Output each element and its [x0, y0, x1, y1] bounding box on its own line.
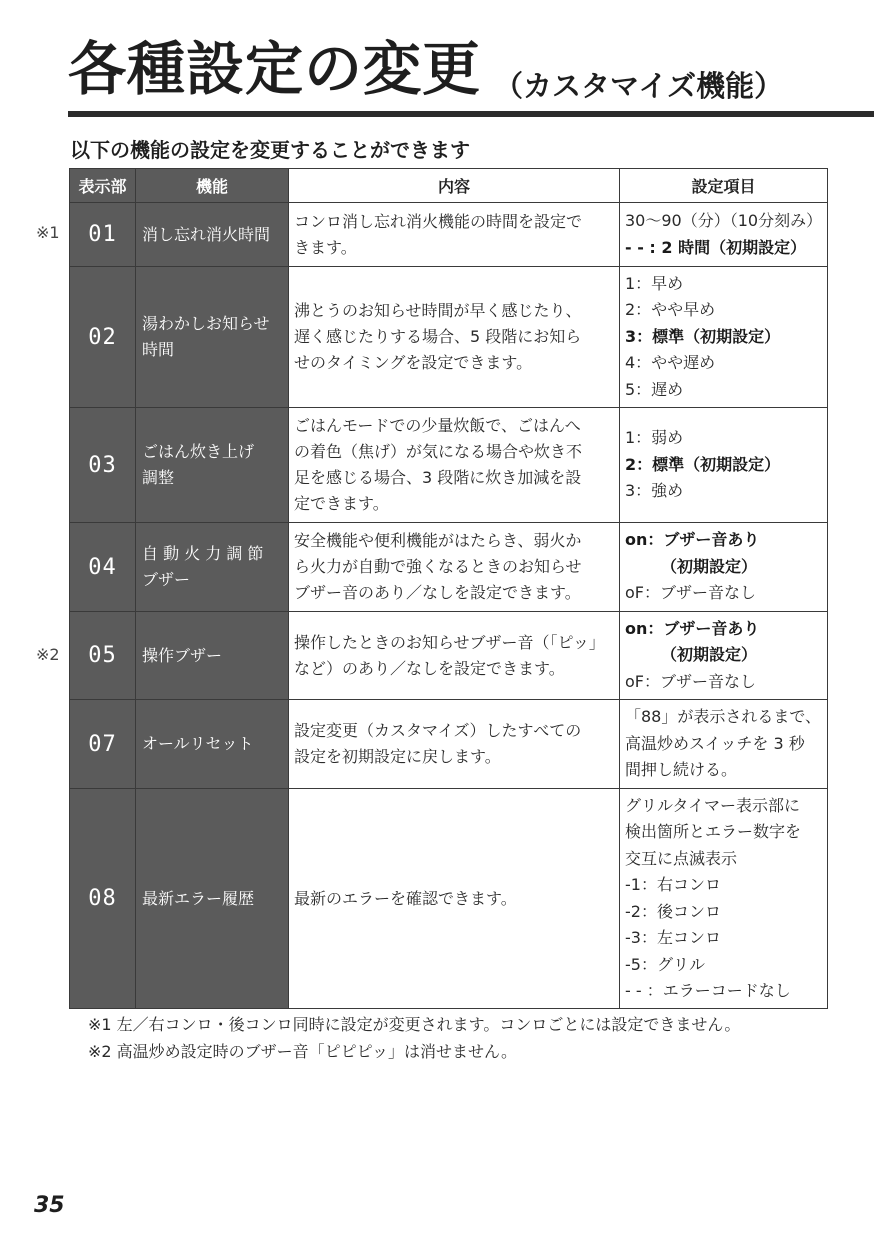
display-code: 05 [70, 612, 136, 700]
display-code: 08 [70, 789, 136, 1009]
description-line: ごはんモードでの少量炊飯で、ごはんへ [294, 416, 581, 435]
table-row [70, 700, 828, 789]
function-line: ごはん炊き上げ [142, 442, 255, 461]
option-item: 1：弱め [625, 428, 684, 448]
function-name [136, 612, 289, 700]
description-line: コンロ消し忘れ消火機能の時間を設定で [294, 211, 583, 231]
title-underline [68, 111, 874, 117]
option-item: 4：やや遅め [625, 353, 716, 373]
setting-options [620, 267, 828, 408]
table-row [70, 612, 828, 700]
option-item: -5：グリル [625, 954, 705, 974]
function-line: ブザー [142, 570, 191, 589]
function-name [136, 408, 289, 523]
function-line: オールリセット [142, 734, 254, 753]
option-item-default: on：ブザー音あり [625, 618, 760, 638]
setting-options [620, 612, 828, 700]
function-line: 最新エラー履歴 [142, 888, 255, 908]
description-line: きます。 [294, 237, 357, 257]
display-code: 01 [70, 203, 136, 267]
footnote-1: ※1 左／右コンロ・後コンロ同時に設定が変更されます。コンロごとには設定できません。 [88, 1015, 741, 1034]
option-item: 「88」が表示されるまで、 [625, 707, 822, 727]
column-header-display: 表示部 [70, 169, 136, 203]
description-line: 安全機能や便利機能がはたらき、弱火か [294, 531, 582, 550]
function-line: 消し忘れ消火時間 [142, 224, 271, 244]
table-header-row [70, 169, 828, 203]
description-line: 操作したときのお知らせブザー音（「ピッ」 [294, 632, 605, 652]
function-name [136, 203, 289, 267]
display-code: 03 [70, 408, 136, 523]
page-title: 各種設定の変更 [68, 35, 482, 103]
setting-options [620, 408, 828, 523]
description [289, 700, 620, 789]
description [289, 408, 620, 523]
option-item: oF：ブザー音なし [625, 671, 756, 691]
display-code: 07 [70, 700, 136, 789]
option-item: -3：左コンロ [625, 928, 721, 947]
description-line: 設定変更（カスタマイズ）したすべての [294, 721, 582, 740]
function-name [136, 267, 289, 408]
option-item-default: 2：標準（初期設定） [625, 454, 781, 474]
display-code: 04 [70, 523, 136, 612]
option-item: グリルタイマー表示部に [625, 795, 801, 815]
function-line: 操作ブザー [142, 645, 223, 665]
description-line: 定できます。 [294, 494, 389, 513]
option-item: 1：早め [625, 273, 684, 293]
settings-table [69, 168, 828, 1009]
description-line: 最新のエラーを確認できます。 [294, 888, 517, 908]
function-name [136, 700, 289, 789]
description [289, 612, 620, 700]
option-item-default: on：ブザー音あり [625, 530, 760, 550]
option-item: 30～90（分）（10分刻み） [625, 211, 823, 230]
table-row [70, 789, 828, 1009]
description-line: 遅く感じたりする場合、5 段階にお知ら [294, 327, 582, 346]
setting-options [620, 203, 828, 267]
description [289, 523, 620, 612]
description-line: 足を感じる場合、3 段階に炊き加減を設 [294, 468, 582, 487]
description-line: せのタイミングを設定できます。 [294, 353, 533, 372]
function-line: 湯わかしお知らせ [142, 314, 270, 333]
function-line: 調整 [142, 468, 175, 487]
option-item: 高温炒めスイッチを 3 秒 [625, 733, 805, 753]
description [289, 203, 620, 267]
setting-options [620, 789, 828, 1009]
description-line: ら火力が自動で強くなるときのお知らせ [294, 557, 582, 576]
description [289, 267, 620, 408]
table-row [70, 523, 828, 612]
description-line: など）のあり／なしを設定できます。 [294, 658, 565, 678]
function-line: 時間 [142, 340, 175, 359]
setting-options [620, 700, 828, 789]
setting-options [620, 523, 828, 612]
option-item: -1：右コンロ [625, 875, 721, 894]
function-name [136, 789, 289, 1009]
option-item: 検出箇所とエラー数字を [625, 822, 802, 841]
option-item: 2：やや早め [625, 300, 716, 320]
description [289, 789, 620, 1009]
description-line: 沸とうのお知らせ時間が早く感じたり、 [294, 301, 582, 320]
footnote-marker-2: ※2 [36, 645, 60, 664]
footnote-2: ※2 高温炒め設定時のブザー音「ピピピッ」は消せません。 [88, 1042, 517, 1061]
description-line: の着色（焦げ）が気になる場合や炊き不 [294, 442, 583, 461]
footnote-marker-1: ※1 [36, 223, 60, 242]
display-code: 02 [70, 267, 136, 408]
function-line: 自 動 火 力 調 節 [142, 544, 264, 563]
option-item-default: 3：標準（初期設定） [625, 326, 781, 346]
table-row [70, 408, 828, 523]
description-line: 設定を初期設定に戻します。 [294, 747, 501, 766]
function-name [136, 523, 289, 612]
intro-heading: 以下の機能の設定を変更することができます [70, 138, 470, 162]
option-item: 交互に点滅表示 [625, 848, 738, 868]
column-header-function: 機能 [136, 169, 289, 203]
option-item: 5：遅め [625, 379, 684, 399]
option-item-default: - - : 2 時間（初期設定） [625, 237, 807, 257]
column-header-setting: 設定項目 [620, 169, 828, 203]
option-item-default-note: （初期設定） [661, 645, 758, 665]
page-subtitle: （カスタマイズ機能） [494, 69, 784, 103]
option-item: oF：ブザー音なし [625, 583, 756, 603]
option-item-default-note: （初期設定） [661, 556, 758, 576]
column-header-content: 内容 [289, 169, 620, 203]
option-item: -2：後コンロ [625, 901, 721, 921]
table-row [70, 267, 828, 408]
option-item: 3：強め [625, 481, 684, 501]
description-line: ブザー音のあり／なしを設定できます。 [294, 583, 581, 602]
option-item: 間押し続ける。 [625, 760, 738, 780]
page-number: 35 [34, 1193, 65, 1218]
table-row [70, 203, 828, 267]
option-item: - - ：エラーコードなし [625, 981, 791, 1000]
